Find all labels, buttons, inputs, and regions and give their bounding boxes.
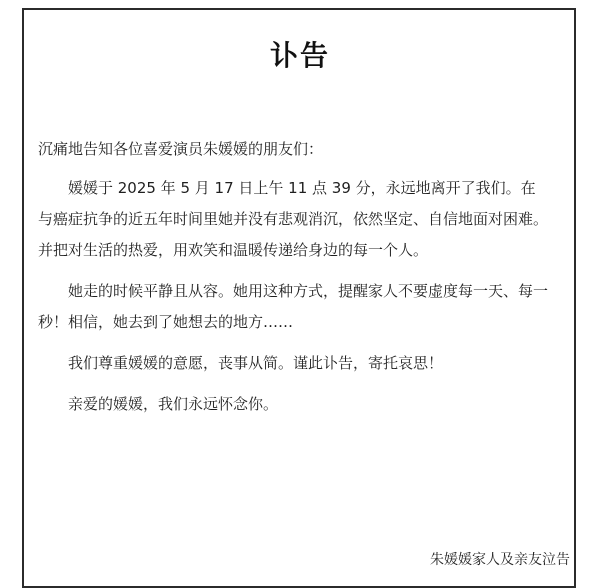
notice-title: 讣告 bbox=[269, 39, 330, 72]
notice-body bbox=[38, 134, 548, 430]
salutation: 沉痛地告知各位喜爱演员朱媛媛的朋友们： bbox=[38, 140, 324, 158]
paragraph-3: 我们尊重媛媛的意愿，丧事从简。谨此讣告，寄托哀思！ bbox=[68, 354, 444, 372]
signature: 朱媛媛家人及亲友泣告 bbox=[430, 552, 570, 568]
paragraph-1: 媛媛于 2025 年 5 月 17 日上午 11 点 39 分，永远地离开了我们。在与癌症抗争的近五年时间里她并没有悲观消沉，依然坚定、自信地面对困难。并把对生活的热爱，用欢笑和温暖传递给身边的每一个人。 bbox=[38, 179, 549, 259]
paragraph-2: 她走的时候平静且从容。她用这种方式，提醒家人不要虚度每一天、每一秒！相信，她去到了她想去的地方…… bbox=[38, 282, 549, 331]
paragraph-4: 亲爱的媛媛，我们永远怀念你。 bbox=[68, 395, 279, 413]
